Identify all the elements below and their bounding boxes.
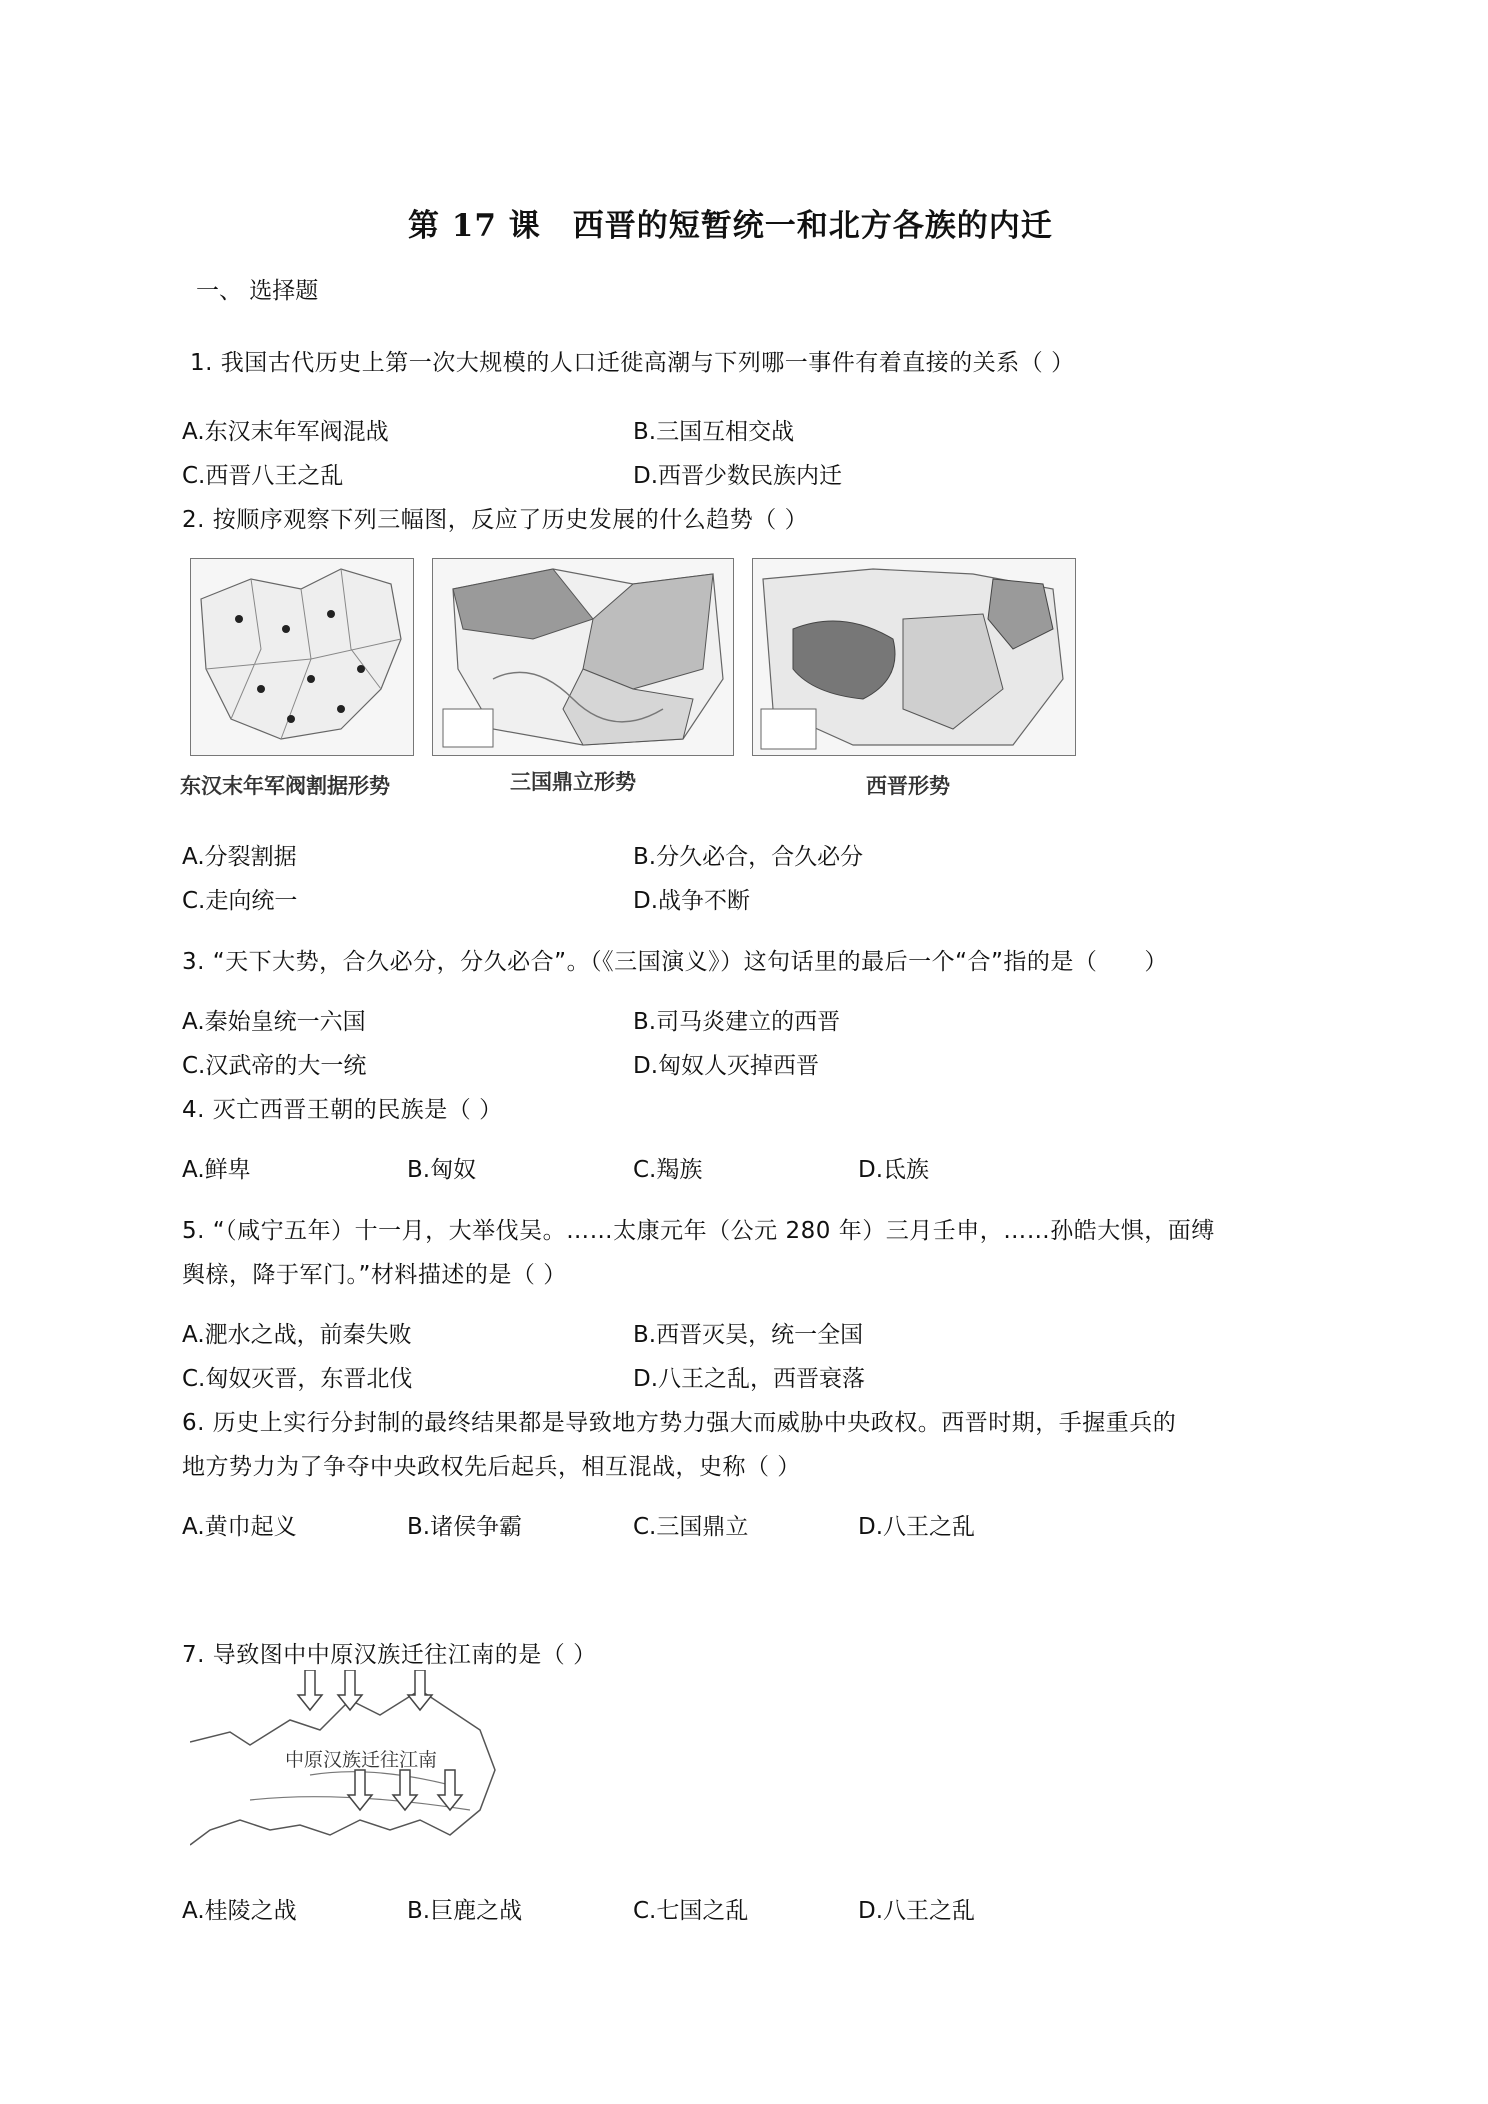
q2-option-a[interactable]: A.分裂割据 (182, 844, 297, 870)
q6-option-c[interactable]: C.三国鼎立 (633, 1514, 749, 1540)
page-title: 第 17 课 西晋的短暂统一和北方各族的内迁 (408, 208, 1053, 244)
q1-option-d[interactable]: D.西晋少数民族内迁 (633, 463, 843, 489)
question-7-stem: 7. 导致图中中原汉族迁往江南的是（ ） (182, 1642, 597, 1668)
q7-option-b[interactable]: B.巨鹿之战 (407, 1898, 523, 1924)
q5-option-d[interactable]: D.八王之乱，西晋衰落 (633, 1366, 866, 1392)
q4-option-b[interactable]: B.匈奴 (407, 1157, 477, 1183)
q4-option-c[interactable]: C.羯族 (633, 1157, 703, 1183)
map-eastern-han-warlords (190, 558, 414, 756)
q6-option-b[interactable]: B.诸侯争霸 (407, 1514, 523, 1540)
map-caption-3: 西晋形势 (866, 773, 950, 798)
section-heading: 一、 选择题 (196, 278, 319, 304)
q1-option-a[interactable]: A.东汉末年军阀混战 (182, 419, 389, 445)
q7-option-a[interactable]: A.桂陵之战 (182, 1898, 297, 1924)
q7-option-d[interactable]: D.八王之乱 (858, 1898, 976, 1924)
map-migration-label: 中原汉族迁往江南 (285, 1750, 438, 1771)
question-4-stem: 4. 灭亡西晋王朝的民族是（ ） (182, 1097, 503, 1123)
q2-option-b[interactable]: B.分久必合，合久必分 (633, 844, 864, 870)
question-6-stem-line-2: 地方势力为了争夺中央政权先后起兵，相互混战，史称（ ） (182, 1454, 801, 1480)
q1-option-b[interactable]: B.三国互相交战 (633, 419, 795, 445)
q3-option-a[interactable]: A.秦始皇统一六国 (182, 1009, 366, 1035)
question-2-stem: 2. 按顺序观察下列三幅图，反应了历史发展的什么趋势（ ） (182, 507, 809, 533)
q1-option-c[interactable]: C.西晋八王之乱 (182, 463, 344, 489)
q5-option-b[interactable]: B.西晋灭吴，统一全国 (633, 1322, 864, 1348)
map-western-jin (752, 558, 1076, 756)
q4-option-a[interactable]: A.鲜卑 (182, 1157, 251, 1183)
question-1-stem: 1. 我国古代历史上第一次大规模的人口迁徙高潮与下列哪一事件有着直接的关系（ ） (190, 350, 1075, 376)
q7-option-c[interactable]: C.七国之乱 (633, 1898, 749, 1924)
q3-option-c[interactable]: C.汉武帝的大一统 (182, 1053, 367, 1079)
q2-option-d[interactable]: D.战争不断 (633, 888, 751, 914)
map-caption-1: 东汉末年军阀割据形势 (180, 773, 390, 798)
map-migration-south (190, 1670, 512, 1852)
q6-option-a[interactable]: A.黄巾起义 (182, 1514, 297, 1540)
question-5-stem-line-2: 舆榇，降于军门。”材料描述的是（ ） (182, 1262, 567, 1288)
q4-option-d[interactable]: D.氐族 (858, 1157, 930, 1183)
q5-option-a[interactable]: A.淝水之战，前秦失败 (182, 1322, 412, 1348)
q3-option-d[interactable]: D.匈奴人灭掉西晋 (633, 1053, 820, 1079)
map-three-kingdoms (432, 558, 734, 756)
q3-option-b[interactable]: B.司马炎建立的西晋 (633, 1009, 841, 1035)
map-caption-2: 三国鼎立形势 (510, 769, 636, 794)
question-5-stem-line-1: 5. “（咸宁五年）十一月，大举伐吴。……太康元年（公元 280 年）三月壬申，……孙皓大惧，面缚 (182, 1218, 1215, 1244)
question-3-stem: 3. “天下大势，合久必分，分久必合”。（《三国演义》）这句话里的最后一个“合”指的是（ ） (182, 949, 1168, 975)
q2-option-c[interactable]: C.走向统一 (182, 888, 298, 914)
question-6-stem-line-1: 6. 历史上实行分封制的最终结果都是导致地方势力强大而威胁中央政权。西晋时期，手握重兵的 (182, 1410, 1177, 1436)
q6-option-d[interactable]: D.八王之乱 (858, 1514, 976, 1540)
q5-option-c[interactable]: C.匈奴灭晋，东晋北伐 (182, 1366, 413, 1392)
